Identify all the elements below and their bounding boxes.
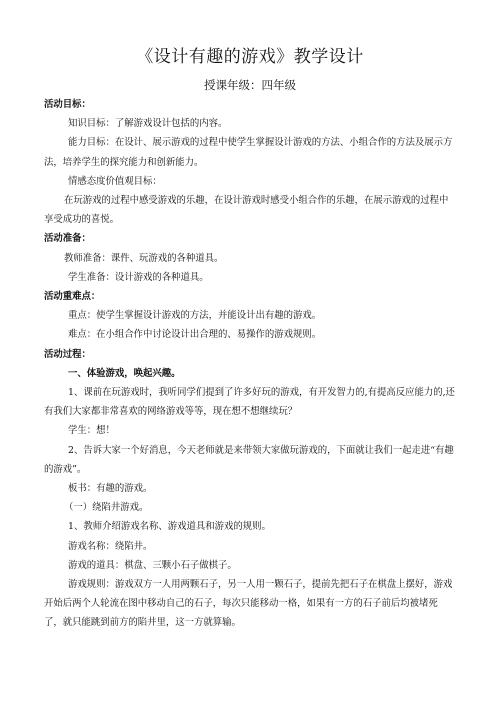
paragraph: 学生准备：设计游戏的各种道具。 — [68, 271, 209, 283]
paragraph: 重点：使学生掌握设计游戏的方法，并能设计出有趣的游戏。 — [68, 310, 322, 322]
paragraph: 游戏的道具：棋盘、三颗小石子做棋子。 — [68, 559, 237, 571]
section-heading: 活动目标： — [44, 99, 91, 110]
paragraph: 1、教师介绍游戏名称、游戏道具和游戏的规则。 — [68, 521, 271, 533]
paragraph: 教师准备：课件、玩游戏的各种道具。 — [64, 252, 224, 264]
paragraph: 游戏名称：绕陷井。 — [68, 540, 153, 552]
paragraph: 难点：在小组合作中讨论设计出合理的、易操作的游戏规则。 — [68, 329, 322, 341]
section-heading: 活动准备： — [44, 233, 91, 245]
paragraph: 在玩游戏的过程中感受游戏的乐趣，在设计游戏时感受小组合作的乐趣，在展示游戏的过程中享受成功的喜悦。 — [44, 195, 449, 226]
paragraph: 知识目标：了解游戏设计包括的内容。 — [68, 118, 228, 130]
paragraph: 学生：想！ — [68, 425, 115, 437]
paragraph: 1、课前在玩游戏时，我听同学们提到了许多好玩的游戏，有开发智力的,有提高反应能力的,还有我们大家都非常喜欢的网络游戏等等，现在想不想继续玩？ — [44, 387, 455, 418]
paragraph: 游戏规则：游戏双方一人用两颗石子，另一人用一颗石子，提前先把石子在棋盘上摆好，游戏开始后两个人轮流在图中移动自己的石子，每次只能移动一格，如果有一方的石子前后均被堵死了，就只能跳到前方的陷井里，这一方就算输。 — [44, 579, 453, 629]
paragraph: 情感态度价值观目标： — [68, 175, 162, 187]
document-subtitle: 授课年级：四年级 — [204, 78, 296, 92]
section-heading: 一、体验游戏，唤起兴趣。 — [68, 367, 181, 379]
document-body — [44, 95, 456, 633]
document-title: 《设计有趣的游戏》教学设计 — [136, 47, 364, 67]
paragraph: （一）绕陷井游戏。 — [64, 502, 149, 514]
paragraph: 能力目标：在设计、展示游戏的过程中使学生掌握设计游戏的方法、小组合作的方法及展示方法，培养学生的探究能力和创新能力。 — [44, 137, 453, 168]
paragraph: 2、告诉大家一个好消息，今天老师就是来带领大家做玩游戏的，下面就让我们一起走进“有趣的游戏”。 — [44, 444, 454, 475]
paragraph: 板书：有趣的游戏。 — [68, 483, 153, 495]
section-heading: 活动重难点： — [44, 291, 101, 303]
section-heading: 活动过程： — [44, 348, 91, 360]
